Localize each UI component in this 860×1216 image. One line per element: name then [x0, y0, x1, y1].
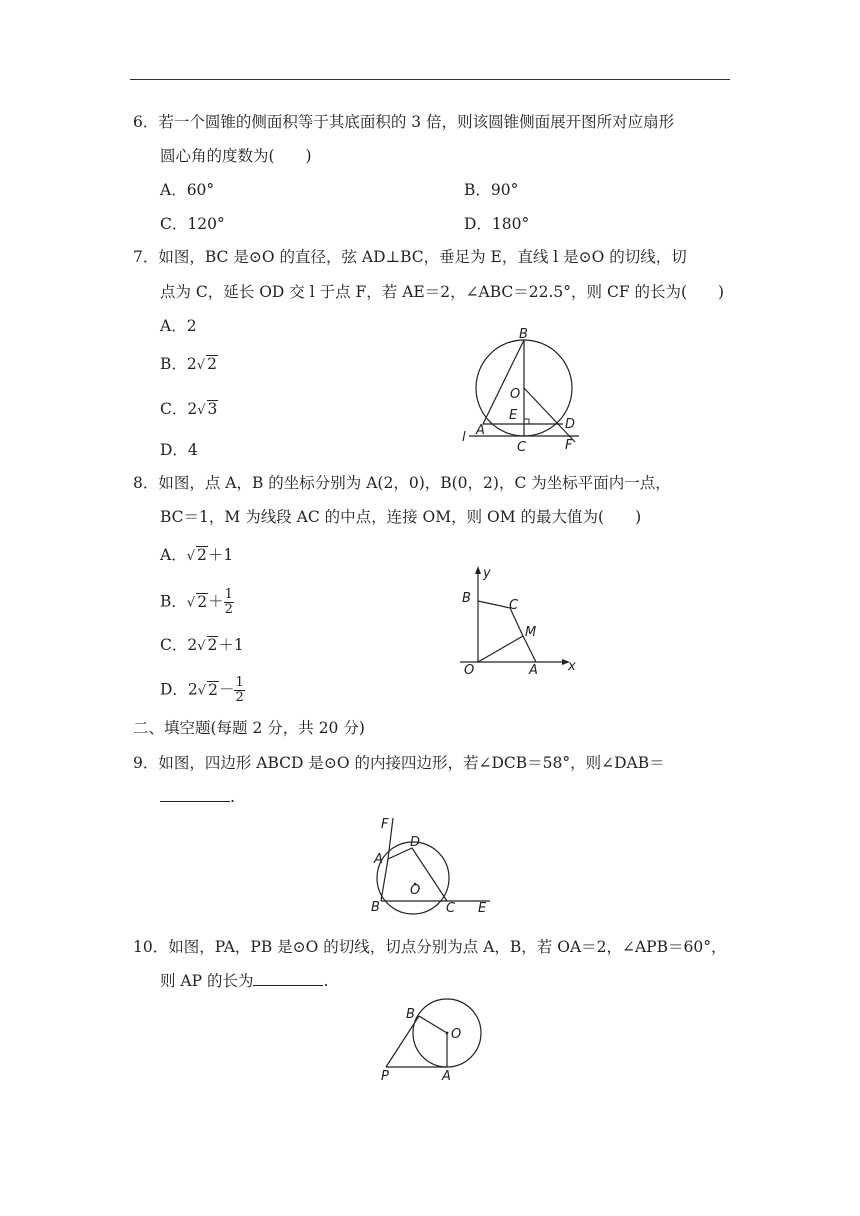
q8-option-b-numerator: 1 [224, 587, 233, 602]
q8-label-b: B [462, 591, 471, 606]
q10-line2-suffix: . [323, 972, 329, 990]
q6-line1: 6．若一个圆锥的侧面积等于其底面积的 3 倍，则该圆锥侧面展开图所对应扇形 [133, 113, 675, 131]
q8-option-d-radicand: 2 [208, 680, 218, 699]
q10-label-o: O [451, 1027, 462, 1042]
q7-option-d: D．4 [160, 441, 198, 459]
q9-label-e: E [478, 901, 487, 916]
q8-option-a: A．√ 2＋1 [160, 546, 234, 564]
q8-option-b-radicand: 2 [197, 592, 208, 611]
q7-option-b: B．2√ 2 [160, 355, 217, 373]
q8-option-d: D．2√ 2－ $\frac{1}{2}$ [160, 675, 244, 705]
q6-line2: 圆心角的度数为( ) [160, 147, 312, 165]
section-2-heading: 二、填空题(每题 2 分，共 20 分) [133, 719, 365, 737]
q9-label-b: B [371, 900, 380, 915]
q9-line2 [160, 787, 235, 807]
q9-label-a: A [374, 852, 383, 867]
q9-label-c: C [446, 901, 456, 916]
q8-option-a-suffix: ＋1 [207, 546, 234, 564]
q7-label-o: O [510, 387, 521, 402]
q7-label-b: B [519, 328, 528, 342]
q10-line2-prefix: 则 AP 的长为 [160, 972, 254, 990]
q9-label-f: F [381, 817, 389, 832]
q9-figure [366, 812, 496, 918]
q10-figure [376, 996, 488, 1088]
q7-option-a: A．2 [160, 317, 197, 335]
q9-label-o: O [410, 883, 421, 898]
q8-option-d-prefix: D．2 [160, 680, 198, 699]
q7-figure [455, 328, 595, 456]
q8-option-b-op: ＋ [208, 592, 224, 611]
q8-label-o: O [464, 663, 475, 678]
q9-line2-suffix: . [230, 788, 235, 806]
q7-option-c-prefix: C．2 [160, 400, 198, 418]
q7-line1: 7．如图，BC 是⊙O 的直径，弦 AD⊥BC，垂足为 E，直线 l 是⊙O 的切线，切 [133, 248, 687, 266]
q6-option-b: B．90° [464, 181, 519, 199]
q9-answer-blank[interactable] [160, 787, 230, 802]
q6-option-d: D．180° [464, 215, 530, 233]
q7-option-b-prefix: B．2 [160, 355, 197, 373]
q8-label-y: y [483, 566, 491, 581]
q8-option-b-prefix: B． [160, 592, 187, 611]
q6-option-a: A．60° [160, 181, 215, 199]
q8-line2: BC＝1，M 为线段 AC 的中点，连接 OM，则 OM 的最大值为( ) [160, 508, 642, 526]
q8-option-a-radicand: 2 [197, 546, 207, 564]
q8-line1: 8．如图，点 A，B 的坐标分别为 A(2，0)，B(0，2)，C 为坐标平面内一点， [133, 474, 671, 492]
header-rule [130, 79, 730, 80]
q10-answer-blank[interactable] [253, 971, 323, 986]
q7-label-c: C [517, 440, 527, 455]
q7-label-d: D [565, 417, 576, 432]
q10-label-p: P [381, 1069, 389, 1084]
q10-line2 [160, 971, 328, 991]
q9-label-d: D [410, 835, 421, 850]
q8-option-b-fraction [224, 588, 234, 617]
q8-option-b: B．√ 2＋ $\frac{1}{2}$ [160, 587, 233, 617]
q8-option-d-fraction [234, 676, 244, 705]
q8-option-c-suffix: ＋1 [218, 636, 244, 654]
q8-option-c-radicand: 2 [207, 636, 218, 654]
q6-option-c: C．120° [160, 215, 225, 233]
q8-option-b-denominator: 2 [224, 602, 233, 617]
q8-option-c: C．2√ 2＋1 [160, 636, 244, 654]
q7-label-l: l [462, 430, 466, 445]
q7-label-e: E [509, 408, 518, 423]
q8-option-d-denominator: 2 [235, 690, 244, 705]
q8-option-c-prefix: C．2 [160, 636, 198, 654]
q10-label-b: B [406, 1007, 415, 1022]
q7-option-c-radicand: 3 [207, 400, 218, 418]
q8-label-a: A [529, 663, 538, 678]
q10-line1: 10．如图，PA，PB 是⊙O 的切线，切点分别为点 A，B，若 OA＝2，∠APB＝60°， [133, 938, 727, 956]
q8-option-a-prefix: A． [160, 546, 187, 564]
q7-line2: 点为 C，延长 OD 交 l 于点 F，若 AE＝2，∠ABC＝22.5°，则 CF 的长为( ) [160, 283, 725, 301]
q8-option-d-op: － [218, 680, 235, 699]
q7-label-f: F [565, 438, 573, 453]
q8-label-x: x [568, 659, 576, 674]
q7-option-b-radicand: 2 [207, 355, 217, 373]
q9-circle [377, 842, 449, 914]
q8-figure [452, 562, 582, 680]
q7-label-a: A [476, 423, 485, 438]
q8-label-m: M [525, 625, 537, 640]
q10-label-a: A [442, 1069, 451, 1084]
q8-label-c: C [509, 598, 519, 613]
q7-option-c: C．2√ 3 [160, 400, 218, 418]
q8-option-d-numerator: 1 [235, 675, 244, 690]
q9-line1: 9．如图，四边形 ABCD 是⊙O 的内接四边形，若∠DCB＝58°，则∠DAB＝ [133, 754, 665, 772]
